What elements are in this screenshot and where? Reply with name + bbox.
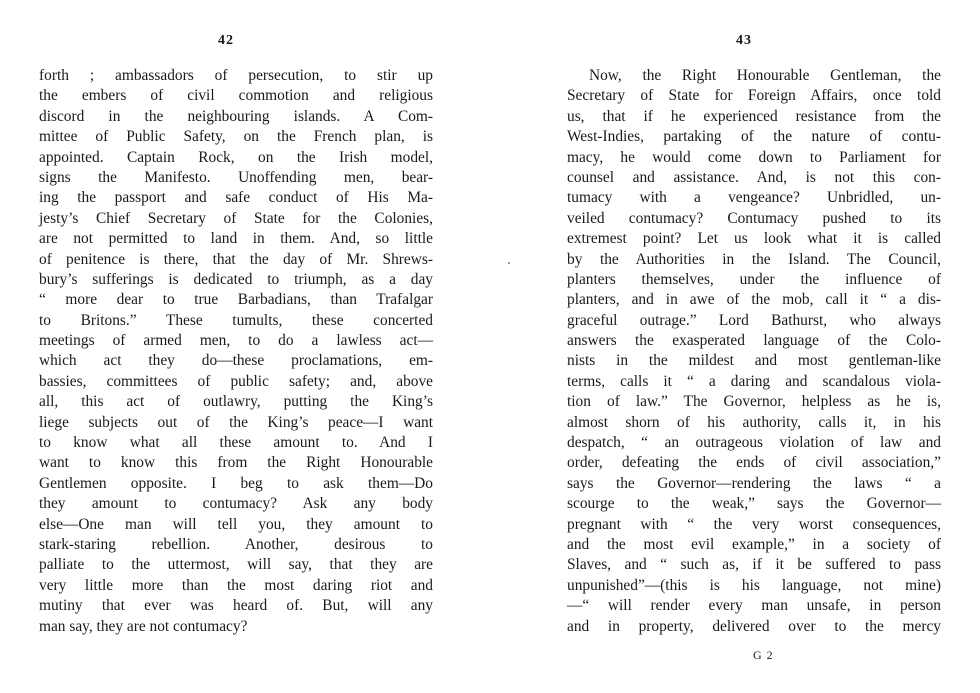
text-line: tion of law.” The Governor, helpless as he is, [567, 393, 941, 411]
text-line: of penitence is there, that the day of Mr. Shrews- [39, 250, 433, 268]
text-line: discord in the neighbouring islands. A Com- [39, 107, 433, 125]
text-line: to know what all these amount to. And I [39, 434, 433, 452]
text-line: almost shorn of his authority, calls it, in his [567, 413, 941, 431]
text-line: stark-staring rebellion. Another, desirous to [39, 535, 433, 553]
signature-mark: G 2 [753, 648, 774, 662]
text-line: planters themselves, under the influence of [567, 270, 941, 288]
text-line: mittee of Public Safety, on the French plan, is [39, 128, 433, 146]
text-line: Secretary of State for Foreign Affairs, once told [567, 87, 941, 105]
text-line: pregnant with “ the very worst consequences, [567, 515, 941, 533]
text-line: order, defeating the ends of civil association,” [567, 454, 941, 472]
text-line: West-Indies, partaking of the nature of contu- [567, 128, 941, 146]
text-line: answers the exasperated language of the Colo- [567, 332, 941, 350]
text-line: despatch, “ an outrageous violation of law and [567, 434, 941, 452]
text-line: bassies, committees of public safety; and, above [39, 372, 433, 390]
text-line: planters, and in awe of the mob, call it “ a dis- [567, 291, 941, 309]
text-line: Now, the Right Honourable Gentleman, the [589, 67, 941, 84]
page-text [39, 66, 433, 637]
text-line: the embers of civil commotion and religious [39, 87, 433, 105]
text-line: appointed. Captain Rock, on the Irish model, [39, 148, 433, 166]
text-line: Slaves, and “ such as, if it be suffered to pass [567, 556, 941, 574]
text-line: meetings of armed men, to do a lawless act— [39, 332, 433, 350]
text-line: nists in the mildest and most gentleman-like [567, 352, 941, 370]
text-line: jesty’s Chief Secretary of State for the Colonies, [39, 209, 433, 227]
text-line: to Britons.” These tumults, these concerted [39, 311, 433, 329]
text-line: graceful outrage.” Lord Bathurst, who always [567, 311, 941, 329]
text-line: unpunished”—(this is his language, not mine) [567, 576, 941, 594]
text-line: man say, they are not contumacy? [39, 617, 248, 635]
text-line: all, this act of outlawry, putting the King’s [39, 393, 433, 411]
text-line: counsel and assistance. And, is not this con- [567, 168, 941, 186]
text-line: forth ; ambassadors of persecution, to stir up [39, 67, 433, 84]
text-line: liege subjects out of the King’s peace—I want [39, 413, 433, 431]
text-line: very little more than the most daring riot and [39, 576, 433, 594]
page-text [567, 66, 941, 637]
text-line: terms, calls it “ a daring and scandalous viola- [567, 372, 941, 390]
text-line: palliate to the uttermost, will say, that they are [39, 556, 433, 574]
text-line: us, that if he experienced resistance from the [567, 107, 941, 125]
text-line: veiled contumacy? Contumacy pushed to its [567, 209, 941, 227]
text-line: extremest point? Let us look what it is called [567, 230, 941, 248]
page-number: 43 [736, 33, 752, 48]
text-line: tumacy with a vengeance? Unbridled, un- [567, 189, 941, 207]
text-line: and the most evil example,” in a society of [567, 535, 941, 553]
text-line: mutiny that ever was heard of. But, will any [39, 597, 433, 615]
text-line: scourge to the weak,” says the Governor— [567, 495, 941, 513]
page-number: 42 [218, 33, 234, 48]
text-line: macy, he would come down to Parliament for [567, 148, 941, 166]
text-line: and in property, delivered over to the mercy [567, 617, 941, 635]
text-line: “ more dear to true Barbadians, than Trafalgar [39, 291, 433, 309]
right-page [490, 0, 980, 693]
text-line: ing the passport and safe conduct of His Ma- [39, 189, 433, 207]
text-line: they amount to contumacy? Ask any body [39, 495, 433, 513]
text-line: are not permitted to land in them. And, so little [39, 230, 433, 248]
text-line: bury’s sufferings is dedicated to triumph, as a day [39, 270, 433, 288]
text-line: Gentlemen opposite. I beg to ask them—Do [39, 474, 433, 492]
text-line: which act they do—these proclamations, em- [39, 352, 433, 370]
text-line: else—One man will tell you, they amount to [39, 515, 433, 533]
text-line: want to know this from the Right Honourable [39, 454, 433, 472]
text-line: says the Governor—rendering the laws “ a [567, 474, 941, 492]
text-line: by the Authorities in the Island. The Council, [567, 250, 941, 268]
text-line: signs the Manifesto. Unoffending men, bear- [39, 168, 433, 186]
text-line: —“ will render every man unsafe, in person [567, 597, 941, 615]
